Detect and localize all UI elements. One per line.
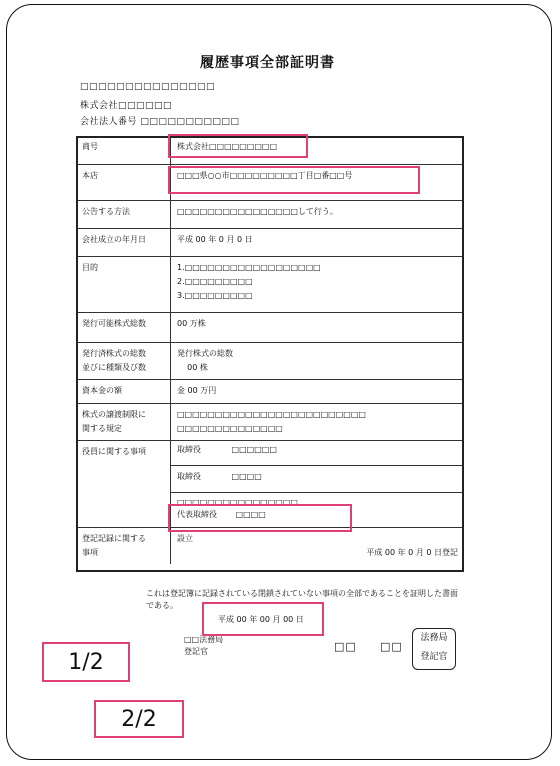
shares-label: 発行株式の総数 — [177, 348, 233, 358]
table-row — [76, 312, 464, 342]
header-corporate-number: 会社法人番号 □□□□□□□□□□□ — [80, 117, 240, 127]
certification-date: 平成 00 年 00 月 00 日 — [218, 615, 304, 624]
officer-name: □□□□□□ — [231, 444, 277, 454]
row-value — [171, 527, 465, 564]
row-value: □□□県○○市□□□□□□□□□丁目□番□□号 — [171, 164, 465, 200]
purpose-3: 3.□□□□□□□□□ — [177, 290, 253, 300]
row-label: 役員に関する事項 — [76, 440, 171, 527]
highlight-trade-name — [168, 134, 308, 158]
row-label: 株式の譲渡制限に 関する規定 — [76, 403, 171, 440]
shares-value: 00 株 — [177, 362, 208, 372]
row-value: □□□□□□□□□□□□□□□□して行う。 — [171, 200, 465, 228]
officer-line: □□□□□□□□□□□□□□□□ — [177, 497, 298, 507]
table-row — [76, 403, 464, 440]
registrar-title: 登記官 — [184, 647, 208, 656]
table-row — [76, 379, 464, 403]
row-label: 公告する方法 — [76, 200, 171, 228]
table-row — [76, 527, 464, 564]
page-indicator-1: 1/2 — [42, 642, 130, 682]
row-value: 株式会社□□□□□□□□□ — [177, 142, 278, 151]
officer-entry — [171, 465, 464, 492]
officer-name: □□□□ — [235, 509, 266, 519]
row-label: 発行可能株式総数 — [76, 312, 171, 342]
header-company: 株式会社□□□□□□ — [80, 101, 173, 111]
highlight-head-office — [168, 166, 420, 194]
table-row — [76, 256, 464, 312]
register-table — [76, 136, 464, 564]
row-label: 資本金の額 — [76, 379, 171, 403]
table-row — [76, 228, 464, 256]
row-value — [171, 256, 465, 312]
registrar-name-box: □□ — [380, 640, 403, 653]
row-value: 金 00 万円 — [171, 379, 465, 403]
header-line-1: □□□□□□□□□□□□□□□ — [80, 82, 216, 92]
row-label: 発行済株式の総数 並びに種類及び数 — [76, 342, 171, 379]
registry-value: 設立 — [177, 533, 193, 543]
officer-role: 取締役 — [177, 471, 201, 481]
official-seal — [412, 628, 456, 670]
row-label: 目的 — [76, 256, 171, 312]
row-label: 会社成立の年月日 — [76, 228, 171, 256]
officer-role: 代表取締役 — [177, 509, 217, 519]
registry-date: 平成 00 年 0 月 0 日登記 — [366, 547, 458, 557]
officer-name: □□□□ — [231, 471, 262, 481]
transfer-line-1: □□□□□□□□□□□□□□□□□□□□□□□□□ — [177, 409, 366, 419]
highlight-representative — [168, 504, 352, 532]
row-value: 00 万株 — [171, 312, 465, 342]
table-row — [76, 342, 464, 379]
transfer-line-2: □□□□□□□□□□□□□□ — [177, 423, 283, 433]
seal-text: 登記官 — [420, 652, 448, 662]
purpose-2: 2.□□□□□□□□□ — [177, 276, 253, 286]
certification-statement: これは登記簿に記録されている閉鎖されていない事項の全部であることを証明した書面である。 — [146, 589, 458, 610]
document-title: 履歴事項全部証明書 — [200, 55, 335, 71]
seal-text: 法務局 — [420, 633, 448, 643]
registrar-name-box: □□ — [334, 640, 357, 653]
row-value: 平成 00 年 0 月 0 日 — [171, 228, 465, 256]
highlight-issue-date — [202, 602, 324, 636]
purpose-1: 1.□□□□□□□□□□□□□□□□□□ — [177, 262, 321, 272]
row-value — [171, 342, 465, 379]
officer-role: 取締役 — [177, 444, 201, 454]
table-row — [76, 200, 464, 228]
row-label: 商号 — [76, 136, 171, 164]
page-indicator-2: 2/2 — [94, 700, 184, 738]
row-value — [171, 403, 465, 440]
officer-entry — [177, 443, 458, 465]
legal-affairs-office: □□法務局 — [184, 635, 224, 644]
row-label: 本店 — [76, 164, 171, 200]
row-label: 登記記録に関する 事項 — [76, 527, 171, 564]
